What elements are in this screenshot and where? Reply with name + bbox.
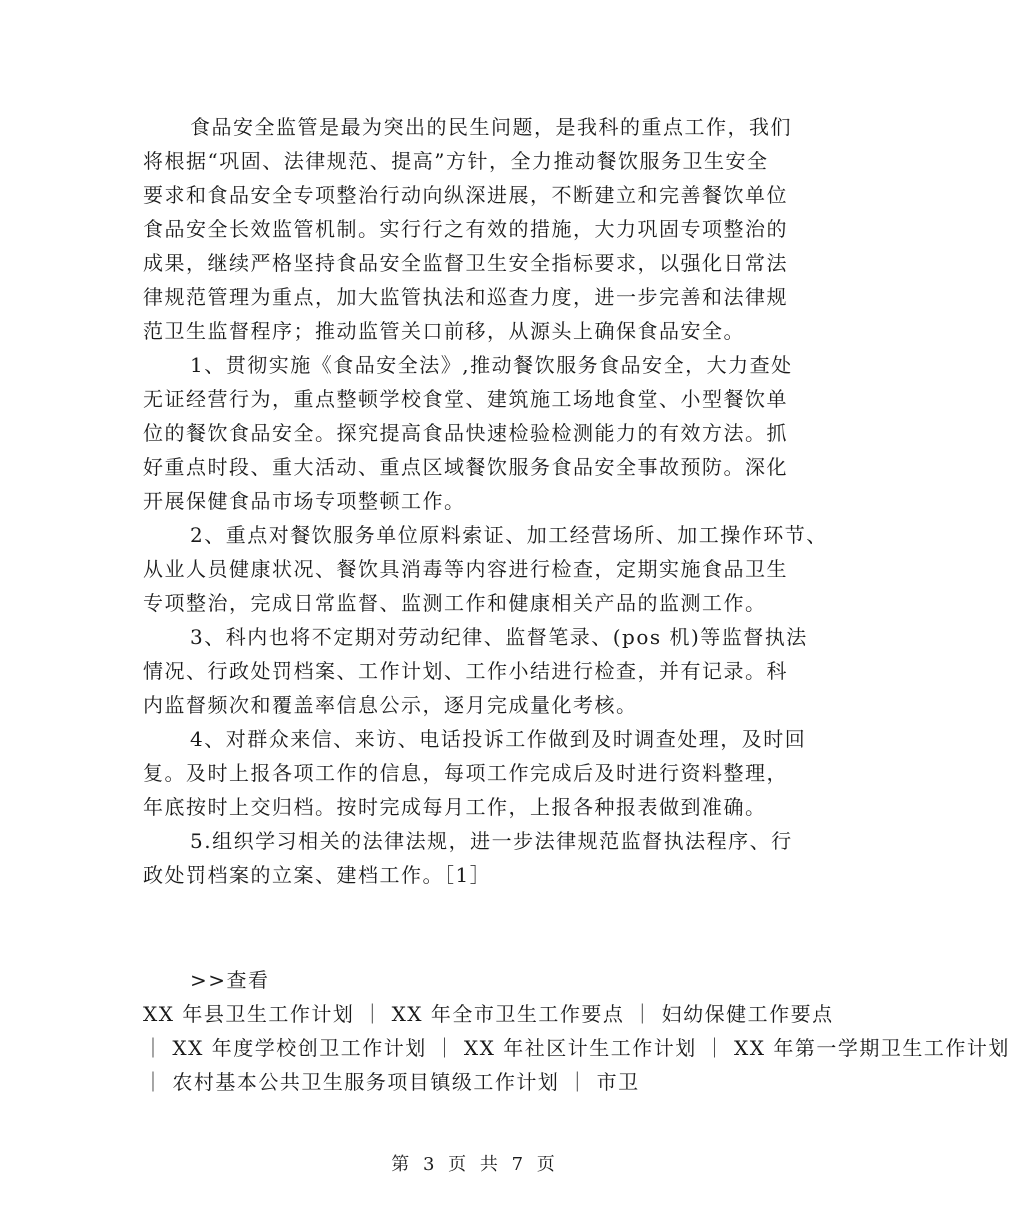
paragraph-line: 专项整治，完成日常监督、监测工作和健康相关产品的监测工作。	[143, 591, 767, 615]
paragraph-first-line: 食品安全监管是最为突出的民生问题，是我科的重点工作，我们	[190, 115, 792, 139]
link-separator: ｜	[143, 1070, 165, 1094]
paragraph-line: 律规范管理为重点，加大监管执法和巡查力度，进一步完善和法律规	[143, 285, 788, 309]
related-links-line-3	[143, 1065, 640, 1099]
related-links-line-2	[143, 1031, 1010, 1065]
paragraph-line: 好重点时段、重大活动、重点区域餐饮服务食品安全事故预防。深化	[143, 455, 788, 479]
link-separator: ｜	[362, 1002, 384, 1026]
paragraph-line: 无证经营行为，重点整顿学校食堂、建筑施工场地食堂、小型餐饮单	[143, 387, 788, 411]
paragraph-first-line: 4、对群众来信、来访、电话投诉工作做到及时调查处理，及时回	[190, 727, 807, 751]
related-link[interactable]: XX 年县卫生工作计划	[143, 1002, 355, 1026]
paragraph-line: 开展保健食品市场专项整顿工作。	[143, 489, 466, 513]
related-link[interactable]: 市卫	[596, 1070, 640, 1094]
paragraph-line: 要求和食品安全专项整治行动向纵深进展，不断建立和完善餐饮单位	[143, 183, 788, 207]
related-link[interactable]: XX 年度学校创卫工作计划	[172, 1036, 427, 1060]
paragraph-first-line: 2、重点对餐饮服务单位原料索证、加工经营场所、加工操作环节、	[190, 523, 828, 547]
paragraph-first-line: 1、贯彻实施《食品安全法》,推动餐饮服务食品安全，大力查处	[190, 353, 793, 377]
link-separator: ｜	[567, 1070, 589, 1094]
paragraph-line: 从业人员健康状况、餐饮具消毒等内容进行检查，定期实施食品卫生	[143, 557, 788, 581]
paragraph-line: 情况、行政处罚档案、工作计划、工作小结进行检查，并有记录。科	[143, 659, 788, 683]
paragraph-line: 内监督频次和覆盖率信息公示，逐月完成量化考核。	[143, 693, 638, 717]
page-footer: 第 3 页 共 7 页	[391, 1154, 559, 1175]
paragraph-line: 将根据“巩固、法律规范、提高”方针，全力推动餐饮服务卫生安全	[143, 149, 769, 173]
link-separator: ｜	[704, 1036, 727, 1060]
paragraph-line: 食品安全长效监管机制。实行行之有效的措施，大力巩固专项整治的	[143, 217, 788, 241]
related-link[interactable]: 妇幼保健工作要点	[661, 1002, 834, 1026]
related-link[interactable]: XX 年第一学期卫生工作计划	[733, 1036, 1010, 1060]
related-link[interactable]: 农村基本公共卫生服务项目镇级工作计划	[172, 1070, 560, 1094]
link-separator: ｜	[632, 1002, 654, 1026]
see-more-label: >>查看	[190, 968, 270, 992]
link-separator: ｜	[143, 1036, 165, 1060]
paragraph-line: 复。及时上报各项工作的信息，每项工作完成后及时进行资料整理，	[143, 761, 788, 785]
paragraph-line: 政处罚档案的立案、建档工作。［1］	[143, 863, 492, 887]
related-link[interactable]: XX 年全市卫生工作要点	[391, 1002, 625, 1026]
paragraph-first-line: 5.组织学习相关的法律法规，进一步法律规范监督执法程序、行	[190, 829, 793, 853]
related-links-line-1	[143, 997, 834, 1031]
paragraph-line: 位的餐饮食品安全。探究提高食品快速检验检测能力的有效方法。抓	[143, 421, 788, 445]
link-separator: ｜	[434, 1036, 457, 1060]
related-link[interactable]: XX 年社区计生工作计划	[463, 1036, 697, 1060]
paragraph-line: 成果，继续严格坚持食品安全监督卫生安全指标要求，以强化日常法	[143, 251, 788, 275]
paragraph-line: 范卫生监督程序；推动监管关口前移，从源头上确保食品安全。	[143, 319, 745, 343]
paragraph-first-line: 3、科内也将不定期对劳动纪律、监督笔录、(pos 机)等监督执法	[190, 625, 808, 649]
paragraph-line: 年底按时上交归档。按时完成每月工作，上报各种报表做到准确。	[143, 795, 767, 819]
